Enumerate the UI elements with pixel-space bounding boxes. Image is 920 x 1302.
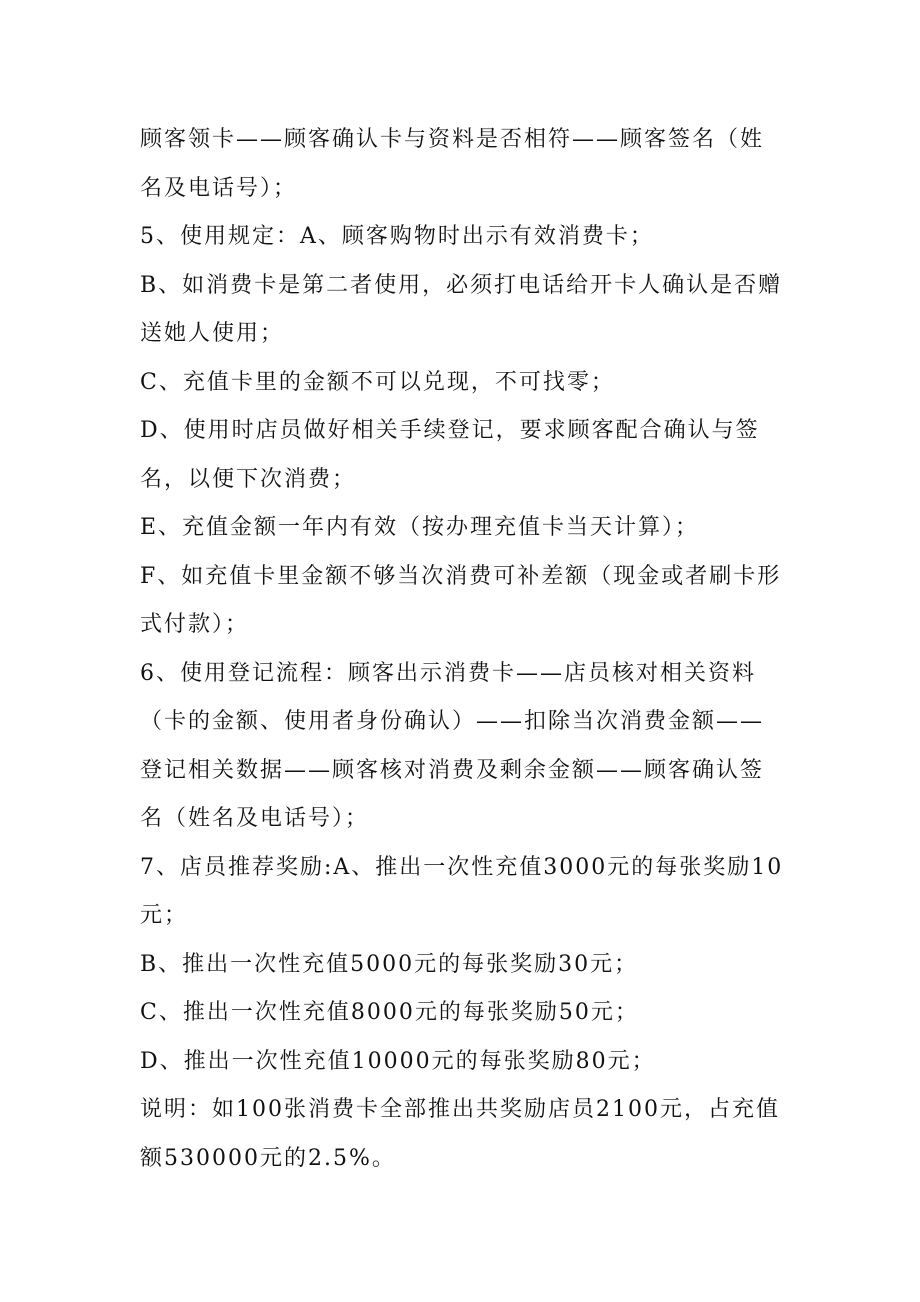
- document-body: [140, 116, 785, 1183]
- paragraph-reward-b: B、推出一次性充值5000元的每张奖励30元；: [140, 951, 639, 977]
- paragraph-rule-c: C、充值卡里的金额不可以兑现，不可找零；: [140, 369, 615, 395]
- paragraph-usage-registration-flow: 6、使用登记流程：顾客出示消费卡——店员核对相关资料（卡的金额、使用者身份确认）——扣除当次消费金额——登记相关数据——顾客核对消费及剩余金额——顾客确认签名（姓名及电话号）；: [140, 660, 765, 831]
- paragraph-staff-reward: 7、店员推荐奖励:A、推出一次性充值3000元的每张奖励10元；: [140, 854, 784, 928]
- paragraph-note: 说明：如100张消费卡全部推出共奖励店员2100元，占充值额530000元的2.5%。: [140, 1097, 780, 1171]
- paragraph-reward-c: C、推出一次性充值8000元的每张奖励50元；: [140, 1000, 639, 1025]
- paragraph-usage-rules: 5、使用规定：A、顾客购物时出示有效消费卡；: [140, 224, 654, 249]
- paragraph-rule-d: D、使用时店员做好相关手续登记，要求顾客配合确认与签名，以便下次消费；: [140, 418, 760, 492]
- paragraph-rule-b: B、如消费卡是第二者使用，必须打电话给开卡人确认是否赠送她人使用；: [140, 272, 783, 346]
- paragraph-card-collection: 顾客领卡——顾客确认卡与资料是否相符——顾客签名（姓名及电话号）；: [140, 127, 765, 201]
- paragraph-reward-d: D、推出一次性充值10000元的每张奖励80元；: [140, 1048, 656, 1074]
- paragraph-rule-f: F、如充值卡里金额不够当次消费可补差额（现金或者刷卡形式付款）；: [140, 563, 782, 637]
- paragraph-rule-e: E、充值金额一年内有效（按办理充值卡当天计算）；: [140, 515, 700, 540]
